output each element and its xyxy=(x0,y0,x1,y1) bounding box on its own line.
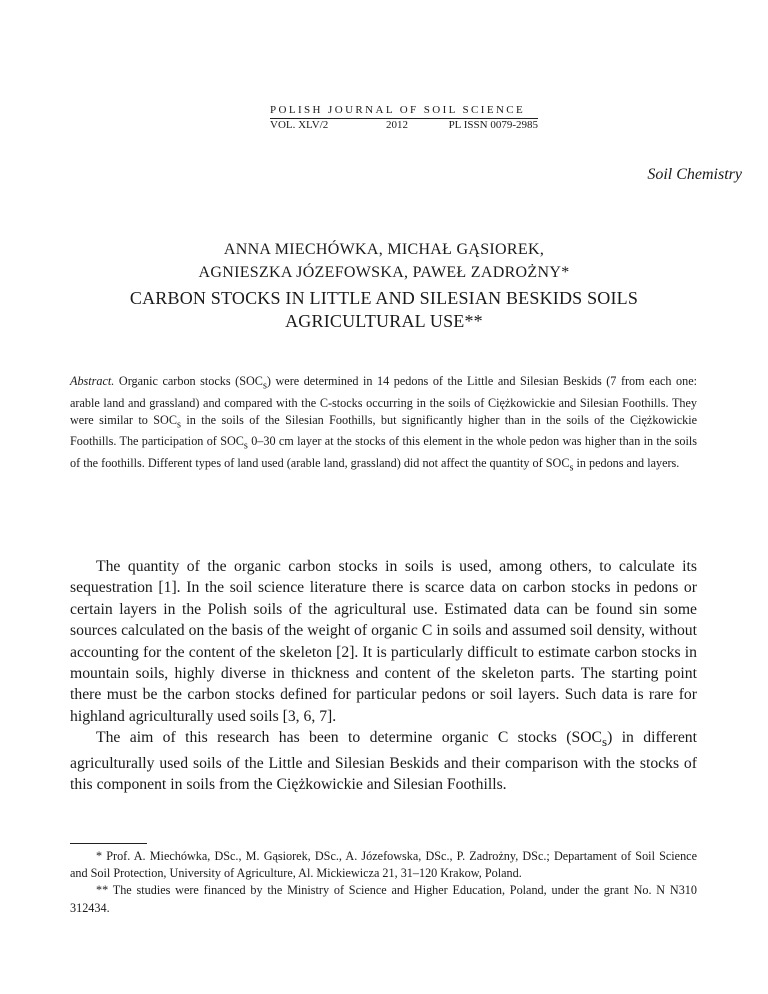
footnote-funding: ** The studies were financed by the Ministry of Science and Higher Education, Poland, under the grant No. N N310 312434. xyxy=(70,883,697,915)
body-paragraph-2 xyxy=(70,727,697,795)
journal-meta xyxy=(270,119,538,133)
journal-issn: PL ISSN 0079-2985 xyxy=(448,119,538,131)
title-line-2: AGRICULTURAL USE** xyxy=(285,311,483,331)
abstract-subscript-4: s xyxy=(569,462,574,474)
abstract-subscript-1: s xyxy=(262,380,267,392)
authors-line-2: AGNIESZKA JÓZEFOWSKA, PAWEŁ ZADROŻNY* xyxy=(198,264,570,281)
title-line-1: CARBON STOCKS IN LITTLE AND SILESIAN BESKIDS SOILS xyxy=(129,288,639,308)
abstract-text-1: Organic carbon stocks (SOC xyxy=(118,374,263,388)
body-subscript: s xyxy=(602,734,608,750)
body-text xyxy=(70,556,697,796)
authors-line-1: ANNA MIECHÓWKA, MICHAŁ GĄSIOREK, xyxy=(223,241,545,258)
abstract-subscript-2: s xyxy=(176,419,181,431)
abstract-text-4: 0–30 cm layer at the stocks of this element in the whole pedon was higher than in the soils of the foothills. Different types of land used (arable land, grassland) did not affect the quantity of SOC xyxy=(70,434,697,471)
abstract-label: Abstract. xyxy=(70,374,115,388)
body-paragraph-1: The quantity of the organic carbon stocks in soils is used, among others, to calculate its sequestration [1]. In the soil science literature there is scarce data on carbon stocks in pedons or certain layers in the Polish soils of the agricultural use. Estimated data can be found sin some sources calculated on the basis of the weight of organic C in soils and assumed soil density, without accounting for the content of the skeleton [2]. It is particularly difficult to estimate carbon stocks in mountain soils, highly diverse in thickness and content of the skeleton parts. The starting point there must be the carbon stocks defined for particular pedons or soil layers. Such data is rare for highland agriculturally used soils [3, 6, 7]. xyxy=(70,558,697,725)
footnote-rule xyxy=(70,843,147,844)
footnote-authors: * Prof. A. Miechówka, DSc., M. Gąsiorek, DSc., A. Józefowska, DSc., P. Zadrożny, DSc.; Departament of Soil Science and Soil Protection, University of Agriculture, Al. Mickiewicza 21, 31–120 Krakow, Poland. xyxy=(70,849,697,881)
abstract-subscript-3: s xyxy=(243,440,248,452)
journal-year: 2012 xyxy=(386,119,408,131)
body-paragraph-2-text-2: ) in different agriculturally used soils of the Little and Silesian Beskids and their comparison with the stocks of this component in soils from the Ciężkowickie and Silesian Foothills. xyxy=(70,729,697,794)
article-title xyxy=(0,287,768,333)
authors xyxy=(0,238,768,284)
abstract-text-3: in the soils of the Silesian Foothills, but significantly higher than in the soils of the Ciężkowickie Foothills. The participation of SOC xyxy=(70,412,698,449)
abstract-text-2: ) were determined in 14 pedons of the Little and Silesian Beskids (7 from each one: arable land and grassland) and compared with the C-stocks occurring in the soils of Ciężkowickie and Silesian Foothills. They were similar to SOC xyxy=(70,374,697,427)
section-label: Soil Chemistry xyxy=(647,166,742,183)
journal-header xyxy=(270,104,538,133)
abstract-text-5: in pedons and layers. xyxy=(573,456,680,471)
footnotes xyxy=(70,848,697,917)
journal-volume: VOL. XLV/2 xyxy=(270,119,329,131)
abstract xyxy=(70,373,697,477)
body-paragraph-2-text-1: The aim of this research has been to determine organic C stocks (SOC xyxy=(96,729,602,747)
journal-name: POLISH JOURNAL OF SOIL SCIENCE xyxy=(270,104,526,116)
